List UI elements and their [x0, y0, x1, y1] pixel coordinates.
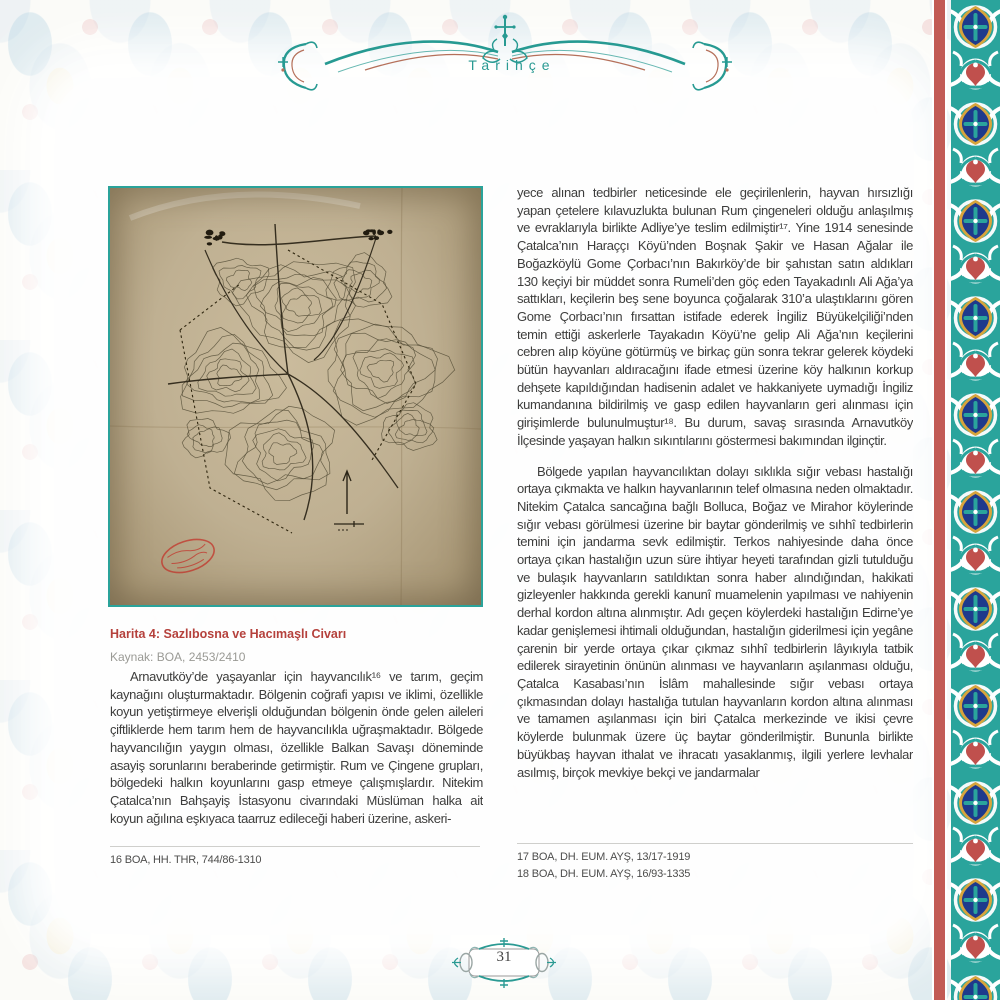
map-vignette — [110, 188, 481, 605]
red-stripe-border — [932, 0, 947, 1000]
iznik-tile-border — [951, 0, 1000, 1000]
footnotes-right — [517, 849, 913, 883]
right-paragraph-1: yece alınan tedbirler neticesinde ele geçirilenlerin, hayvan hırsızlığı yapan çetelere kılavuzlukta bulunan Rum çingeneleri olduğu anlaşılmış ve evraklarıyla birlikte Adliye’ye teslim edilmiştir¹⁷. Yine 1914 senesinde Çatalca’nın Haraççı Köyü’nden Boşnak Şakir ve Hasan Ağalar ile Boğazköylü Gome Çorbacı’nın Bakırköy’de bir şahıstan satın aldıkları 130 keçiyi bir müddet sonra Rumeli’den göç eden Tayakadınlı Ali Ağa’ya sattıkları, keçilerin beş sene boyunca çoğalarak 310’a ulaştıklarını gören Gome Çorbacı’nın fırsattan istifade ederek İngiliz Büyükelçiliği’nden temin ettiği askerlerle Tayakadın Köyü’ne gelip Ali Ağa’nın keçilerini cebren alıp köyüne götürmüş ve birkaç gün sonra tekrar gelerek köydeki bütün hayvanları aldıracağını ifade etmesi üzerine köy halkının korkup dehşete kapıldığından hadisenin adalet ve hakkaniyete uymadığı İngiliz kumandanına bildirilmiş ve gasp edilen hayvanların geri alınması için girişimlerde bulunulmuştur¹⁸. Bu durum, savaş sırasında Arnavutköy İlçesinde yaşayan halkın sıkıntılarını göstermesi bakımından ilginçtir. — [517, 185, 913, 448]
figure-caption: Harita 4: Sazlıbosna ve Hacımaşlı Civarı — [110, 627, 347, 641]
footnote-16: 16 BOA, HH. THR, 744/86-1310 — [110, 854, 262, 866]
left-column — [110, 668, 483, 844]
footnote-rule-right — [517, 843, 913, 844]
header-flourish-icon — [270, 12, 740, 94]
footnote-rule-left — [110, 846, 480, 847]
footnote-17: 17 BOA, DH. EUM. AYŞ, 13/17-1919 — [517, 851, 691, 863]
footnote-18: 18 BOA, DH. EUM. AYŞ, 16/93-1335 — [517, 868, 691, 880]
right-paragraph-2: Bölgede yapılan hayvancılıktan dolayı sıklıkla sığır vebası hastalığı ortaya çıkmakta ve halkın hayvanlarının telef olmasına neden olmaktadır. Nitekim Çatalca sancağına bağlı Bolluca, Boğaz ve Mirahor köylerinde sığır vebası görülmesi üzerine bir baytar gönderilmiş ve sıhhî tedbirlerin temini için jandarma sevk edilmiştir. Terkos nahiyesinde daha önce ortaya çıkan hastalığın uzun süre ihtiyar heyeti tarafından gizli tutulduğu ve bulaşık hayvanların satıldıktan sonra haber alındığından, hakikati gizleyenler hakkında gerekli kanunî muamelenin yapılması ve nahiyenin derhal kordon altına alınmıştır. Adı geçen köylerdeki hastalığın Edirne’ye kadar genişlemesi ihtimali olduğundan, hastalığın giderilmesi için yegâne çarenin bir yerde ortaya çıkar çıkmaz sıhhî tedbirlerin lâyıkıyla tatbik edilerek sirayetinin önünün alınması ve hayvanların aşılanması olduğu, Çatalca Kasabası’nın İslâm mahallesinde sığır vebası ortaya çıkmasından dolayı hastalığa tutulan hayvanların kordon altına alınması ve tamamen aşılanması için biri Çatalca merkezinde ve ikisi çevre köylerde bulunmak üzere üç baytar gönderilmiştir. Bununla birlikte büyükbaş hayvan ithalat ve ihracatı yasaklanmış, ilgili yerlere levhalar asılmış, birçok mevkiye bekçi ve jandarmalar — [517, 463, 913, 780]
map-figure — [108, 186, 483, 607]
figure-source: Kaynak: BOA, 2453/2410 — [110, 650, 246, 664]
right-column — [517, 184, 913, 840]
cross-finial-icon — [493, 15, 518, 50]
page-number-cartouche — [449, 936, 559, 990]
page-title: Tarihçe — [468, 57, 556, 73]
left-paragraph: Arnavutköy’de yaşayanlar için hayvancılık¹⁶ ve tarım, geçim kaynağını oluşturmaktadır. Bölgenin coğrafi yapısı ve iklimi, özellikle koyun yetiştirmeye elverişli olduğundan bölgenin önde gelen aileleri çiftliklerde hem tarım hem de hayvancılıkla uğraşmaktadır. Bölgede hayvancılığın yaygın olması, özellikle Balkan Savaşı döneminde asayiş sorunlarını beraberinde getirmiştir. Rum ve Çingene grupları, bölgedeki halkın koyunlarını gasp etmeye çalışmışlardır. Nitekim Çatalca’nın Bahşayiş İstasyonu civarındaki Müslüman halka ait koyun ağılına eşkıyaca taarruz edileceği haberi üzerine, askeri- — [110, 669, 483, 826]
page-number: 31 — [496, 949, 512, 965]
